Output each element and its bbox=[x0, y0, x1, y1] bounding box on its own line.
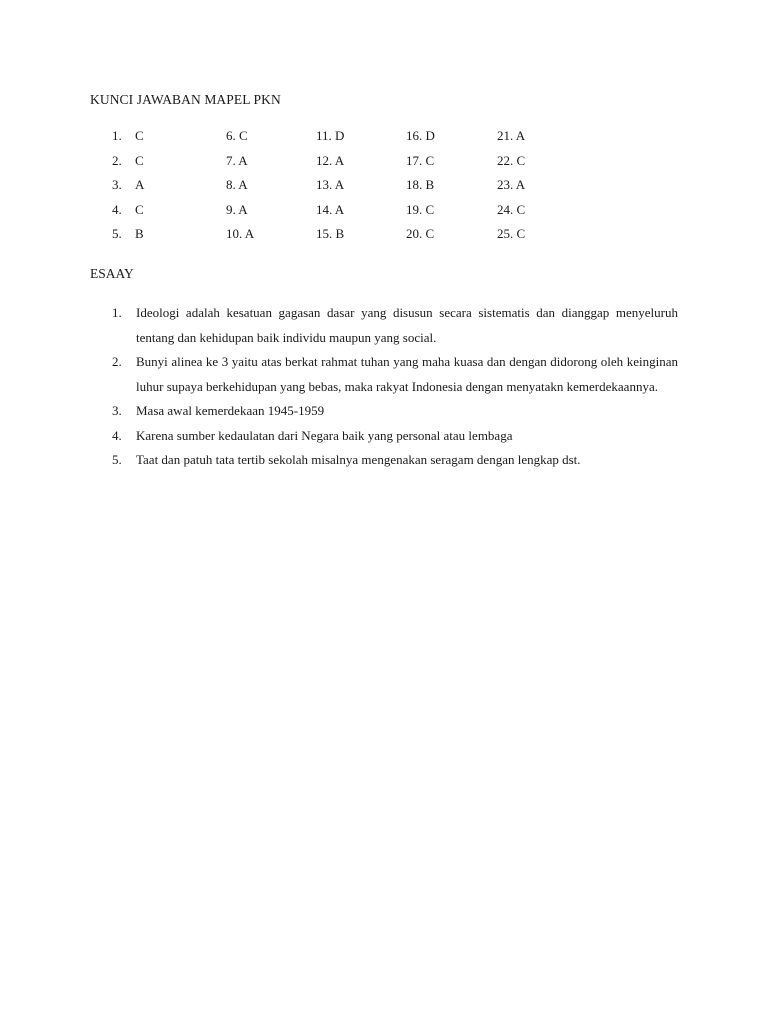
answer-number: 3. bbox=[112, 177, 122, 192]
essay-number: 3. bbox=[112, 403, 122, 418]
answer-entry: 21. A bbox=[497, 128, 526, 143]
essay-text: Karena sumber kedaulatan dari Negara baik yang personal atau lembaga bbox=[136, 427, 513, 443]
essay-item bbox=[112, 448, 678, 473]
answer-entry: 9. A bbox=[226, 201, 248, 217]
answer-entry: 6. C bbox=[226, 128, 248, 143]
answer-entry: 17. C bbox=[406, 152, 435, 168]
answer-entry: 14. A bbox=[316, 201, 345, 217]
answer-entry: 11. D bbox=[316, 128, 345, 143]
essay-number: 5. bbox=[112, 452, 122, 467]
essay-heading: ESAAY bbox=[90, 266, 134, 281]
answer-entry: 22. C bbox=[497, 152, 526, 168]
answer-number: 5. bbox=[112, 226, 122, 241]
answer-entry: 15. B bbox=[316, 226, 345, 241]
answer-entry: 20. C bbox=[406, 226, 435, 241]
essay-text: Masa awal kemerdekaan 1945-1959 bbox=[136, 403, 325, 418]
answer-letter: A bbox=[135, 177, 145, 192]
answer-letter: C bbox=[135, 152, 144, 168]
answer-entry: 16. D bbox=[406, 128, 435, 143]
essay-number: 2. bbox=[112, 354, 122, 369]
essay-item bbox=[112, 350, 678, 399]
essay-item bbox=[112, 424, 678, 449]
answer-entry: 25. C bbox=[497, 226, 526, 241]
answer-entry: 24. C bbox=[497, 201, 526, 217]
answer-entry: 10. A bbox=[226, 226, 255, 241]
answer-entry: 19. C bbox=[406, 201, 435, 217]
essay-list bbox=[112, 301, 678, 473]
essay-item bbox=[112, 399, 678, 424]
answer-entry: 12. A bbox=[316, 152, 345, 168]
essay-text: Ideologi adalah kesatuan gagasan dasar yang disusun secara sistematis dan dianggap menyeluruh tentang dan kehidupan baik individu maupun yang social. bbox=[136, 305, 678, 345]
answer-entry: 7. A bbox=[226, 152, 248, 168]
answer-number: 4. bbox=[112, 201, 122, 217]
essay-text: Taat dan patuh tata tertib sekolah misalnya mengenakan seragam dengan lengkap dst. bbox=[136, 452, 581, 467]
answer-letter: C bbox=[135, 201, 144, 217]
answer-entry: 23. A bbox=[497, 177, 526, 192]
essay-number: 1. bbox=[112, 305, 122, 320]
essay-number: 4. bbox=[112, 427, 122, 443]
answer-number: 1. bbox=[112, 128, 122, 143]
answer-entry: 13. A bbox=[316, 177, 345, 192]
answer-letter: C bbox=[135, 128, 144, 143]
answer-letter: B bbox=[135, 226, 144, 241]
answer-entry: 18. B bbox=[406, 177, 435, 192]
answer-number: 2. bbox=[112, 152, 122, 168]
essay-text: Bunyi alinea ke 3 yaitu atas berkat rahmat tuhan yang maha kuasa dan dengan didorong oleh keinginan luhur supaya berkehidupan yang bebas, maka rakyat Indonesia dengan menyatakn kemerdekaannya. bbox=[136, 354, 678, 394]
answer-entry: 8. A bbox=[226, 177, 248, 192]
document-title: KUNCI JAWABAN MAPEL PKN bbox=[90, 92, 281, 107]
essay-item bbox=[112, 301, 678, 350]
